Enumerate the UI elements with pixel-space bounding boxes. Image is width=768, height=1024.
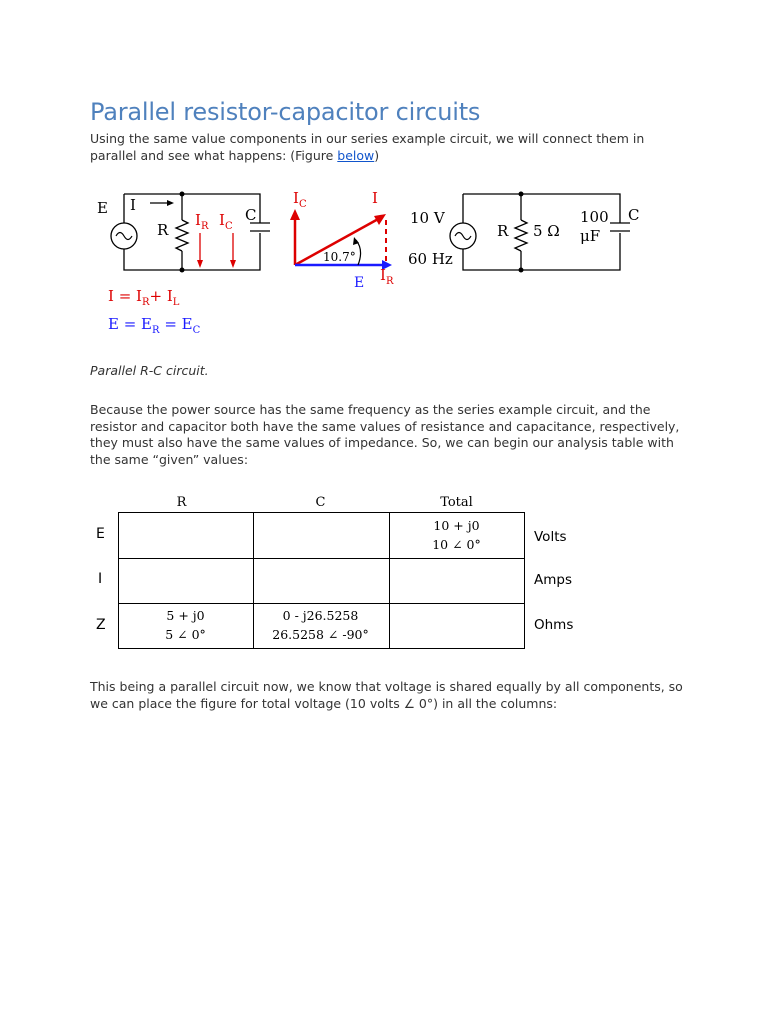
phasor-ir-label: I <box>380 266 386 284</box>
phasor-ic-sub: C <box>298 199 307 210</box>
row-label-e: E <box>96 526 105 542</box>
unit-amps: Amps <box>534 572 572 588</box>
paragraph-2: Because the power source has the same frequency as the series example circuit, and the resistor and capacitor both have the same values of resistance and capacitance, respectively, they must also have the same values of impedance. So, we can begin our analysis table with the same “given” values: <box>90 402 680 467</box>
cell-z-r-rect: 5 + j0 <box>166 608 205 623</box>
cell-e-total-rect: 10 + j0 <box>433 518 480 533</box>
intro-text-end: ) <box>374 147 380 163</box>
phasor-diagram <box>290 189 394 291</box>
svg-text:IC <box>293 189 307 210</box>
unit-volts: Volts <box>534 529 567 545</box>
table-cell <box>389 516 524 554</box>
unit-ohms: Ohms <box>534 617 574 633</box>
figure-link[interactable]: below <box>337 147 375 163</box>
resistor-label: R <box>157 221 169 239</box>
eq2-mid: = E <box>159 315 193 333</box>
circuit-2 <box>408 192 639 273</box>
ir-label: I <box>195 211 201 229</box>
phasor-ir-sub: R <box>385 276 394 287</box>
paragraph-3: This being a parallel circuit now, we know that voltage is shared equally by all components, so we can place the figure for total voltage (10 volts ∠ 0°) in all the columns: <box>90 679 683 711</box>
resistor-label-2: R <box>497 222 509 240</box>
source-label: E <box>97 199 108 217</box>
eq1-mid: + I <box>149 287 173 305</box>
equations <box>108 287 201 336</box>
capacitor-label-2: C <box>628 206 640 224</box>
voltage-label: 10 V <box>410 209 445 227</box>
ic-sub: C <box>224 221 233 232</box>
svg-text:IC <box>219 211 233 232</box>
header-r: R <box>176 495 187 510</box>
header-total: Total <box>440 495 473 510</box>
capacitance-value: 100 <box>580 208 609 226</box>
table-cell <box>118 606 253 644</box>
svg-text:IR <box>195 211 209 232</box>
eq2-lhs: E = E <box>108 315 153 333</box>
figure-caption: Parallel R-C circuit. <box>90 363 209 378</box>
intro-paragraph <box>90 131 690 164</box>
frequency-label: 60 Hz <box>408 250 453 268</box>
resistance-value: 5 Ω <box>533 222 560 240</box>
capacitance-unit: μF <box>580 227 601 245</box>
phasor-angle: 10.7° <box>323 250 356 264</box>
phasor-ic-label: I <box>293 189 299 207</box>
row-label-i: I <box>98 571 103 587</box>
circuit-1 <box>97 192 270 273</box>
eq2-sub2: C <box>192 325 201 336</box>
phasor-e-label: E <box>354 275 365 291</box>
header-c: C <box>315 495 326 510</box>
table-cell <box>253 606 388 644</box>
eq2-sub1: R <box>152 325 160 336</box>
page-title: Parallel resistor-capacitor circuits <box>90 98 481 126</box>
cell-z-r-polar: 5 ∠ 0° <box>165 627 206 642</box>
resistor-icon-2 <box>515 220 527 251</box>
capacitor-label: C <box>245 206 257 224</box>
phasor-i-label: I <box>372 189 378 207</box>
circuit-figure <box>88 185 658 340</box>
resistor-icon <box>176 220 188 251</box>
row-label-z: Z <box>96 617 106 633</box>
cell-z-c-polar: 26.5258 ∠ -90° <box>272 627 369 642</box>
svg-text:I = IR+ IL <box>108 287 180 308</box>
intro-text: Using the same value components in our series example circuit, we will connect them in parallel and see what happens: (Figure <box>90 131 645 163</box>
eq1-sub1: R <box>141 297 150 308</box>
svg-text:E = ER = EC <box>108 315 201 336</box>
ic-label: I <box>219 211 225 229</box>
eq1-lhs: I = I <box>108 287 142 305</box>
current-label: I <box>130 196 136 214</box>
ir-sub: R <box>200 221 209 232</box>
eq1-sub2: L <box>172 297 180 308</box>
cell-z-c-rect: 0 - j26.5258 <box>282 608 359 623</box>
svg-text:IR <box>380 266 394 287</box>
cell-e-total-polar: 10 ∠ 0° <box>432 537 481 552</box>
